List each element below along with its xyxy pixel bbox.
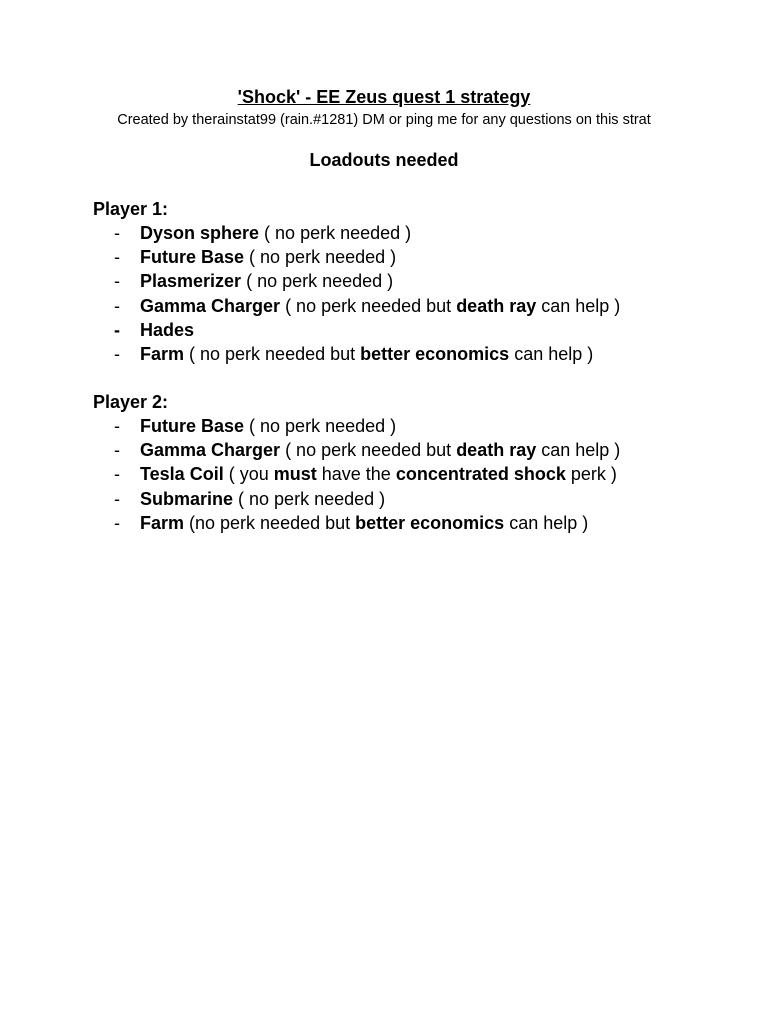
item-name: Plasmerizer (140, 271, 242, 292)
list-dash: - (114, 223, 120, 243)
list-dash: - (114, 247, 120, 268)
item-note-pre: ( no perk needed but (280, 440, 457, 461)
player-1-label: Player 1: (93, 199, 169, 219)
item-note-strong: death ray (456, 295, 537, 316)
list-dash: - (114, 440, 120, 461)
list-item (93, 462, 620, 486)
item-name: Gamma Charger (140, 295, 281, 316)
item-note: ( no perk needed ) (244, 416, 397, 436)
list-item (93, 511, 620, 535)
list-item (93, 318, 620, 342)
player-2-label: Player 2: (93, 392, 169, 412)
player-2-loadout-list (93, 414, 620, 535)
player-1-section (93, 197, 620, 366)
item-note-pre: ( no perk needed but (280, 295, 457, 316)
player-1-loadout-list (93, 221, 620, 366)
item-note-strong-2: concentrated shock (395, 464, 566, 485)
list-dash: - (114, 512, 120, 533)
item-note-strong: better economics (360, 344, 510, 365)
list-item (93, 438, 620, 462)
item-note: ( no perk needed ) (233, 488, 386, 509)
item-note-pre: ( you (223, 464, 274, 485)
list-dash: - (114, 271, 120, 292)
item-name: Dyson sphere (140, 223, 260, 243)
list-dash: - (114, 416, 120, 436)
item-note-post: can help ) (536, 440, 621, 461)
item-name: Tesla Coil (140, 464, 224, 485)
item-note-strong: death ray (456, 440, 537, 461)
item-name: Farm (140, 344, 185, 365)
list-item (93, 487, 620, 511)
item-note: ( no perk needed ) (259, 223, 412, 243)
list-dash: - (114, 488, 120, 509)
item-name: Future Base (140, 247, 245, 268)
list-item (93, 221, 620, 245)
list-dash: - (114, 464, 120, 485)
list-item (93, 294, 620, 318)
document-subtitle: Created by therainstat99 (rain.#1281) DM or ping me for any questions on this strat (117, 112, 651, 128)
item-note-post: can help ) (509, 344, 594, 365)
item-note-pre: (no perk needed but (184, 512, 356, 533)
item-note-pre: ( no perk needed but (184, 344, 361, 365)
list-dash: - (114, 295, 120, 316)
item-note: ( no perk needed ) (241, 271, 394, 292)
item-note-strong: better economics (355, 512, 505, 533)
list-item (93, 414, 620, 438)
item-name: Farm (140, 512, 185, 533)
player-2-section (93, 390, 620, 535)
item-note-strong: must (273, 464, 317, 485)
item-note-post: can help ) (504, 512, 589, 533)
item-note-post: can help ) (536, 295, 621, 316)
document-title: 'Shock' - EE Zeus quest 1 strategy (237, 87, 531, 107)
list-dash: - (114, 319, 120, 340)
item-name: Submarine (140, 488, 234, 509)
item-note: ( no perk needed ) (244, 247, 397, 268)
list-item (93, 342, 620, 366)
item-note-post: perk ) (565, 464, 617, 485)
list-dash: - (114, 344, 120, 365)
item-name: Gamma Charger (140, 440, 281, 461)
section-heading-loadouts: Loadouts needed (309, 150, 459, 170)
item-note-mid: have the (316, 464, 396, 485)
list-item (93, 245, 620, 269)
list-item (93, 269, 620, 293)
item-name: Hades (140, 319, 195, 340)
item-name: Future Base (140, 416, 245, 436)
